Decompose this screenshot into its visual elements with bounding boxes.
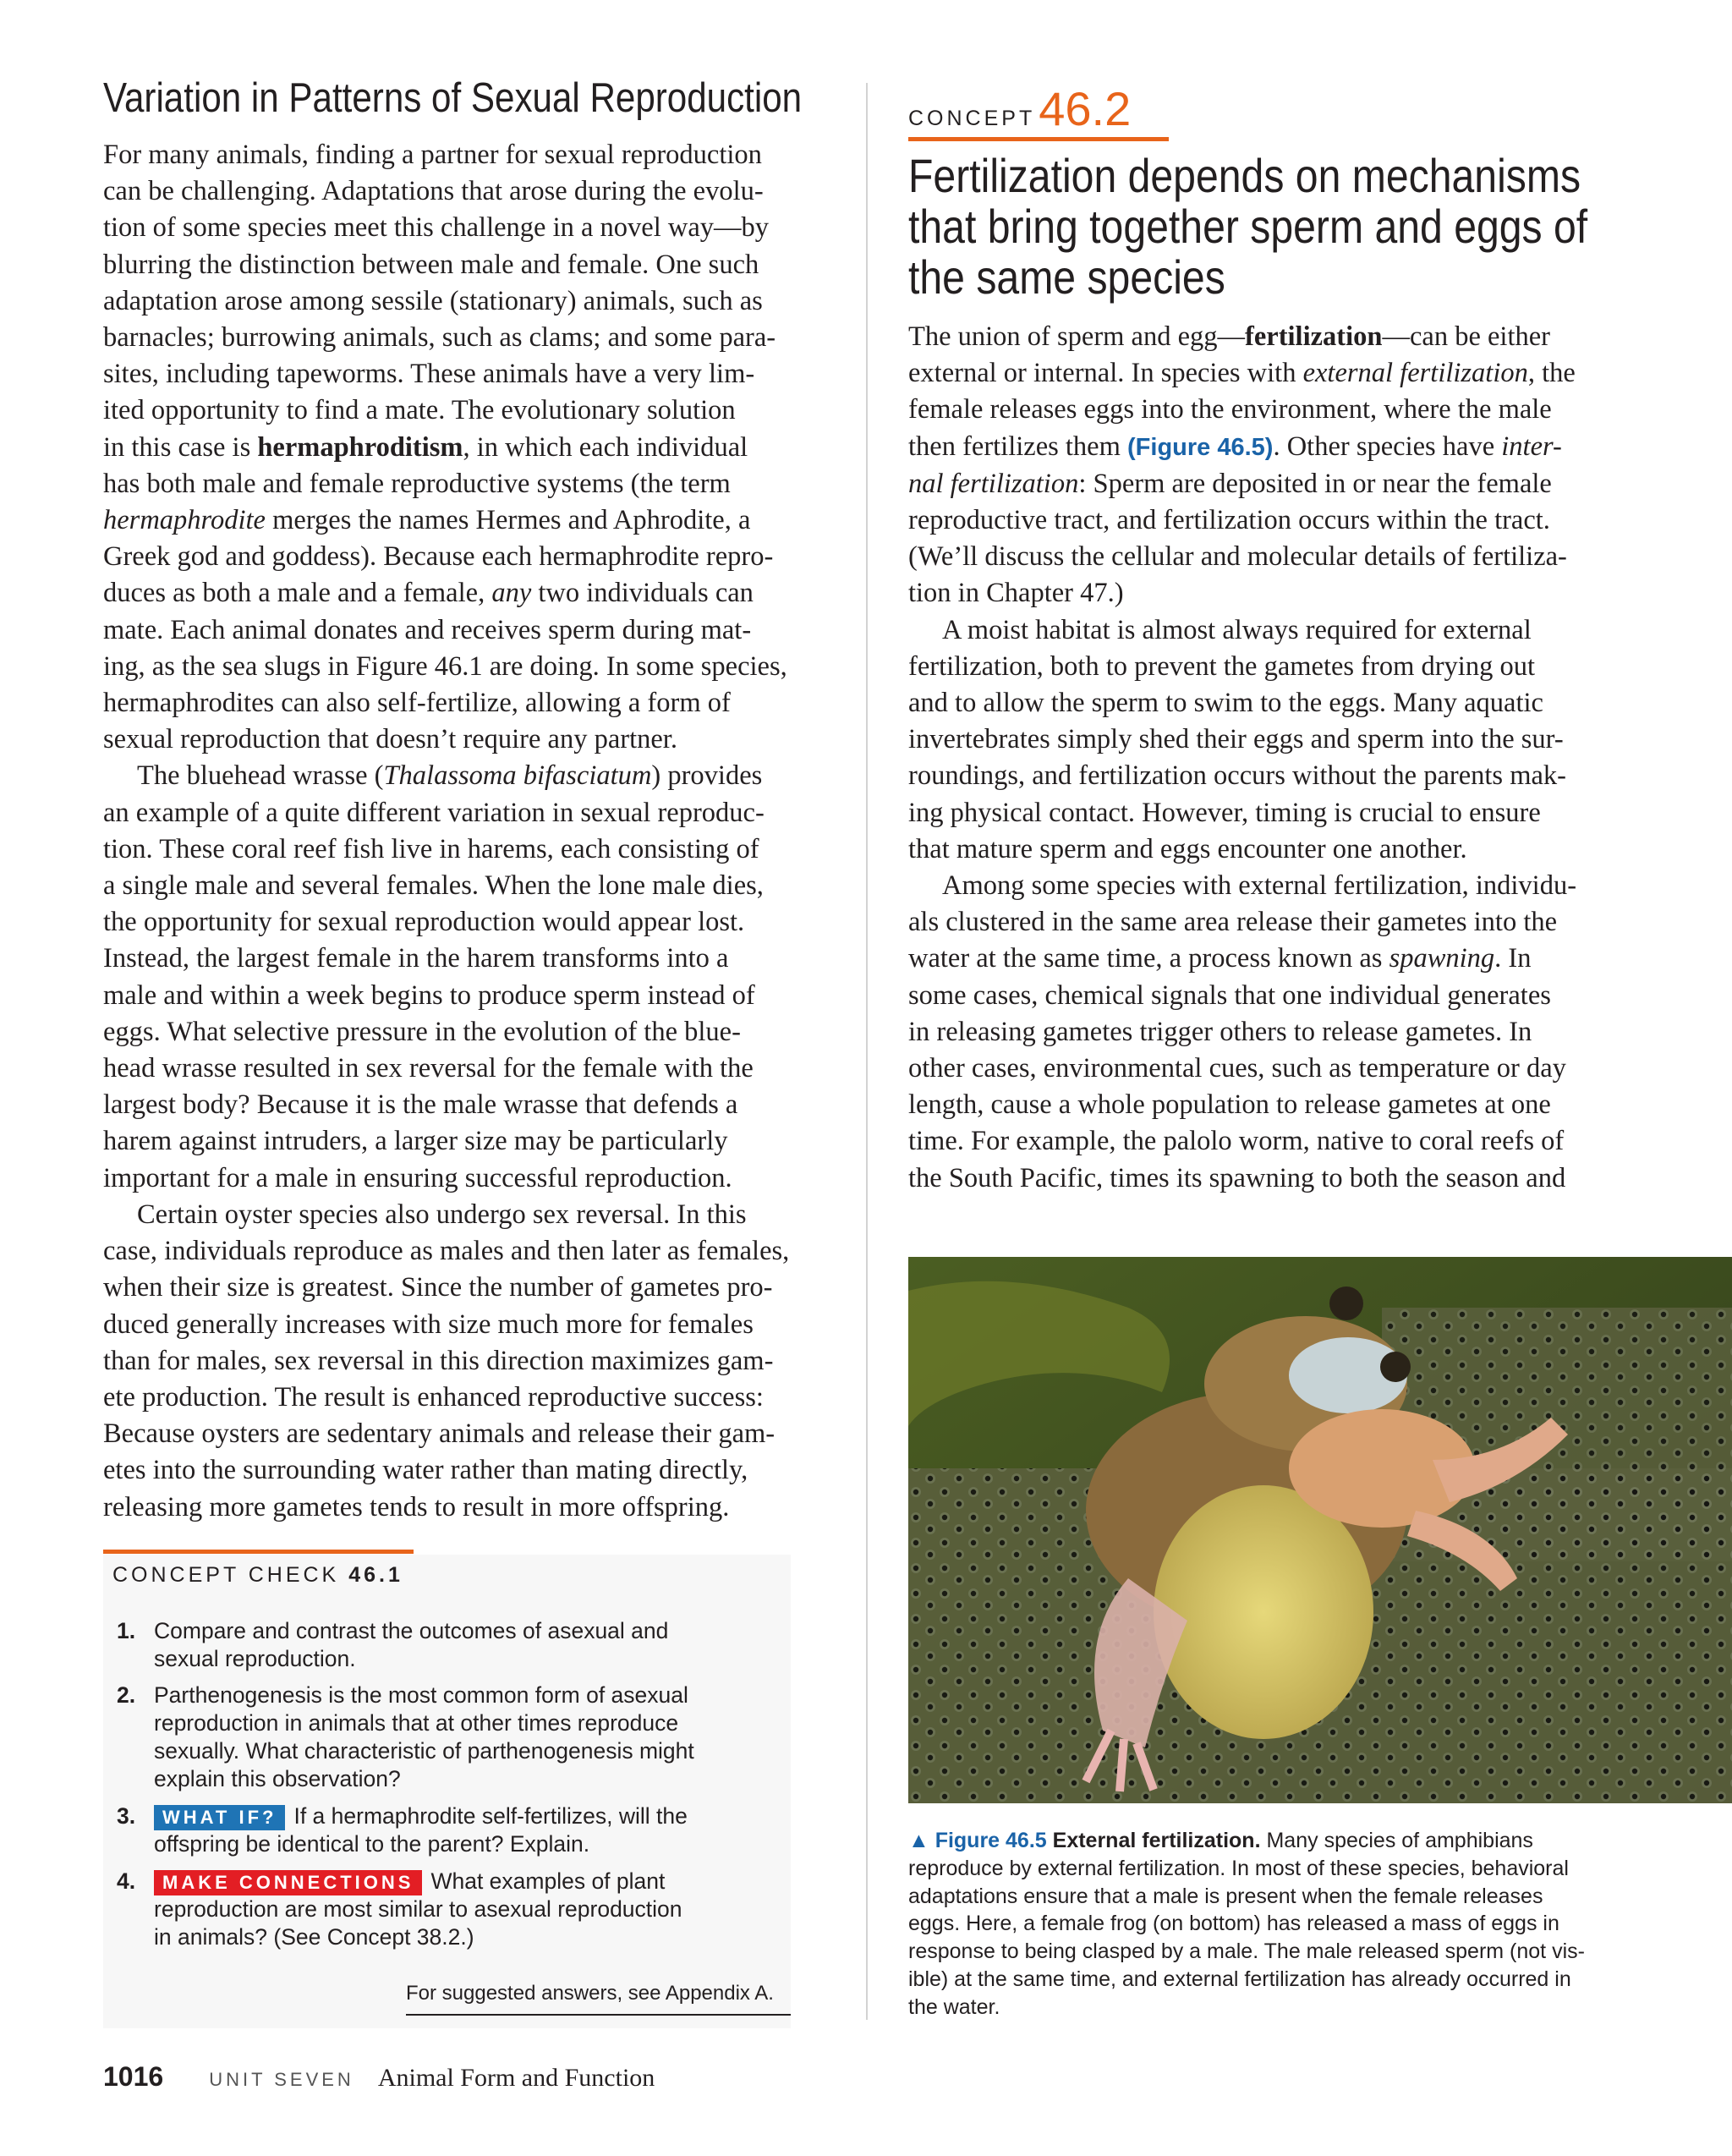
- term-fertilization: fertilization: [1245, 321, 1383, 352]
- paragraph-hermaphroditism: For many animals, finding a partner for sexual reproduction can be challenging. Adaptations that arose during the evolu- tion of some species meet this challenge in a novel way—by blurring the distinction between male and female. One such adaptation arose among sessile (stationary) animals, such as barnacles; burrowing animals, such as clams; and some para- sites, including tapeworms. These animals have a very lim- ited opportunity to find a mate. The evolutionary solution in this case is hermaphroditism, in which each individual has both male and female reproductive systems (the term hermaphrodite merges the names Hermes and Aphrodite, a Greek god and goddess). Because each hermaphrodite repro- duces as both a male and a female, any two individuals can mate. Each animal donates and receives sperm during mat- ing, as the sea slugs in Figure 46.1 are doing. In some species, hermaphrodites can also self-fertilize, allowing a form of sexual reproduction that doesn’t require any partner.: [103, 140, 787, 755]
- unit-title: Animal Form and Function: [377, 2064, 655, 2092]
- term-hermaphroditism: hermaphroditism: [257, 431, 463, 463]
- concept-check-title: CONCEPT CHECK 46.1: [112, 1563, 403, 1587]
- concept-check-number: 46.1: [348, 1563, 403, 1587]
- unit-label: UNIT SEVEN: [209, 2069, 354, 2090]
- right-body: [908, 319, 1627, 1197]
- section-heading: Variation in Patterns of Sexual Reproduction: [103, 75, 803, 121]
- paragraph-moist-habitat: A moist habitat is almost always required for external fertilization, both to prevent the gametes from drying out and to allow the sperm to swim to the eggs. Many aquatic invertebrates simply shed their eggs and sperm into the sur- roundings, and fertilization occurs without the parents mak- ing physical contact. However, timing is crucial to ensure that mature sperm and eggs encounter one another.: [908, 614, 1566, 864]
- page-number: 1016: [103, 2061, 164, 2092]
- frog-photo: [908, 1257, 1732, 1803]
- concept-label: CONCEPT: [908, 107, 1036, 130]
- concept-accent-bar: [908, 137, 1169, 141]
- column-divider: [866, 83, 868, 2020]
- figure-label: ▲ Figure 46.5: [908, 1829, 1047, 1852]
- question-1: 1. Compare and contrast the outcomes of asexual and sexual reproduction.: [117, 1618, 669, 1671]
- left-body: [103, 137, 822, 1526]
- concept-number: 46.2: [1039, 82, 1132, 135]
- figure-caption: ▲ Figure 46.5 External fertilization. Many species of amphibians reproduce by external fertilization. In most of these species, behavioral adaptations ensure that a male is present when the female releases eggs. Here, a female frog (on bottom) has released a mass of eggs in response to being clasped by a male. The male released sperm (not vis- ible) at the same time, and external fertilization has already occurred in the water.: [908, 1829, 1585, 2019]
- paragraph-oyster: Certain oyster species also undergo sex reversal. In this case, individuals reproduce as males and then later as females, when their size is greatest. Since the number of gametes pro- duced generally increases with size much more for females than for males, sex reversal in this direction maximizes gam- ete production. The result is enhanced reproductive success: Because oysters are sedentary animals and release their gam- etes into the surrounding water rather than mating directly, releasing more gametes tends to result in more offspring.: [103, 1199, 790, 1522]
- concept-heading: Fertilization depends on mechanisms that bring together sperm and eggs of the same species: [908, 149, 1588, 304]
- page-footer: [103, 2061, 655, 2093]
- figure-46-5-link[interactable]: (Figure 46.5): [1127, 433, 1274, 461]
- answers-note: For suggested answers, see Appendix A.: [406, 1982, 774, 2005]
- concept-banner: [908, 81, 1131, 136]
- figure-title: External fertilization.: [1052, 1829, 1261, 1852]
- question-3: 3. WHAT IF? If a hermaphrodite self-fertilizes, will the offspring be identical to the parent? Explain.: [117, 1803, 688, 1857]
- question-4: 4. MAKE CONNECTIONS What examples of plant reproduction are most similar to asexual reproduction in animals? (See Concept 38.2.): [117, 1868, 682, 1950]
- paragraph-spawning: Among some species with external fertilization, individu- als clustered in the same area release their gametes into the water at the same time, a process known as spawning. In some cases, chemical signals that one individual generates in releasing gametes trigger others to release gametes. In other cases, environmental cues, such as temperature or day length, cause a whole population to release gametes at one time. For example, the palolo worm, native to coral reefs of the South Pacific, times its spawning to both the season and: [908, 870, 1577, 1193]
- answers-rule: [406, 2014, 791, 2016]
- paragraph-bluehead-wrasse: The bluehead wrasse (Thalassoma bifasciatum) provides an example of a quite different variation in sexual reproduc- tion. These coral reef fish live in harems, each consisting of a single male and several females. When the lone male dies, the opportunity for sexual reproduction would appear lost. Instead, the largest female in the harem transforms into a male and within a week begins to produce sperm instead of eggs. What selective pressure in the evolution of the blue- head wrasse resulted in sex reversal for the female with the largest body? Because it is the male wrasse that defends a harem against intruders, a larger size may be particularly important for a male in ensuring successful reproduction.: [103, 760, 765, 1193]
- what-if-tag: WHAT IF?: [154, 1805, 285, 1830]
- make-connections-tag: MAKE CONNECTIONS: [154, 1870, 422, 1895]
- concept-check-accent-bar: [103, 1550, 414, 1554]
- question-2: 2. Parthenogenesis is the most common form of asexual reproduction in animals that at other times reproduce sexually. What characteristic of parthenogenesis might explain this observation?: [117, 1682, 694, 1791]
- paragraph-fertilization: The union of sperm and egg—fertilization—can be either external or internal. In species with external fertilization, the female releases eggs into the environment, where the male then fertilizes them (Figure 46.5). Other species have inter- nal fertilization: Sperm are deposited in or near the female reproductive tract, and fertilization occurs within the tract. (We’ll discuss the cellular and molecular details of fertiliza- tion in Chapter 47.): [908, 321, 1576, 609]
